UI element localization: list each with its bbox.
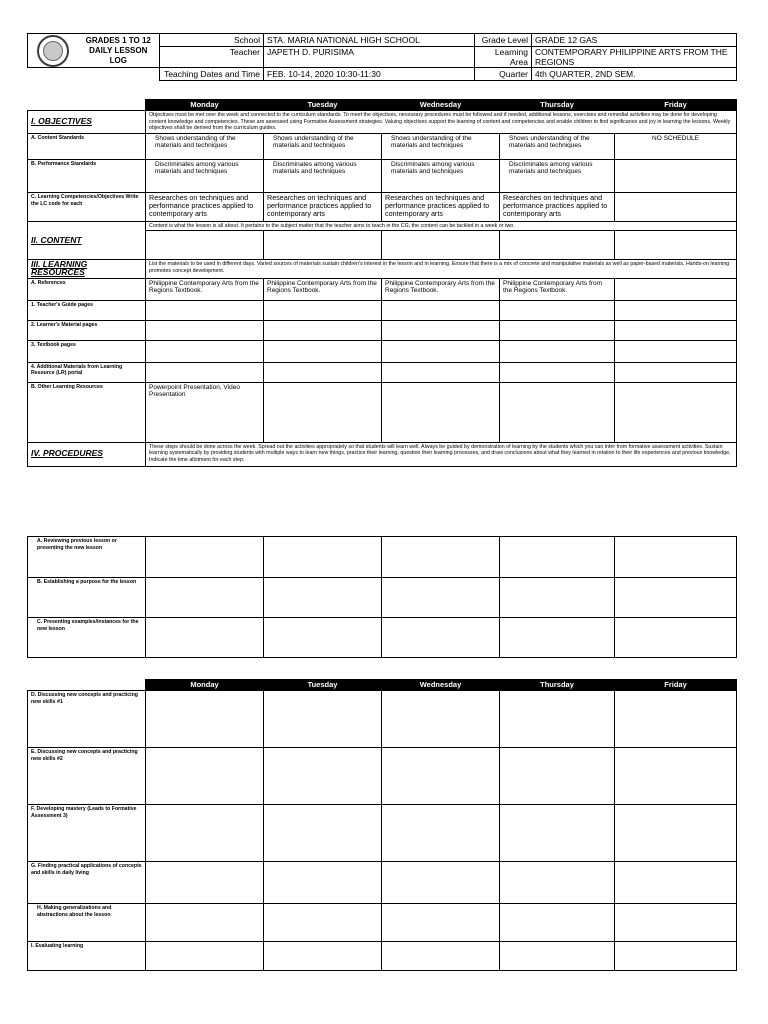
content-standards-wed: Shows understanding of the materials and techniques	[382, 133, 500, 159]
day-header: Thursday	[500, 100, 615, 111]
content-standards-mon: Shows understanding of the materials and techniques	[146, 133, 264, 159]
lr-portal-label: 4. Additional Materials from Learning Resource (LR) portal	[28, 362, 146, 382]
procedure-g-label: G. Finding practical applications of concepts and skills in daily living	[28, 862, 146, 904]
performance-standards-tue: Discriminates among various materials and techniques	[264, 159, 382, 192]
content-mon	[146, 231, 264, 260]
lesson-table-1	[27, 99, 737, 467]
competencies-wed: Researches on techniques and performance practices applied to contemporary arts	[382, 192, 500, 221]
content-thu	[500, 231, 615, 260]
lm-pages-label: 2. Learner's Material pages	[28, 320, 146, 340]
performance-standards-thu: Discriminates among various materials and techniques	[500, 159, 615, 192]
teacher-label: Teacher	[160, 47, 264, 68]
procedure-e-label: E. Discussing new concepts and practicing new skills #2	[28, 748, 146, 805]
performance-standards-mon: Discriminates among various materials and techniques	[146, 159, 264, 192]
friday-no-schedule: NO SCHEDULE	[615, 133, 737, 159]
doc-title-line1: GRADES 1 TO 12	[85, 35, 151, 45]
objectives-heading: I. OBJECTIVES	[28, 111, 146, 134]
dates-label: Teaching Dates and Time	[160, 68, 264, 81]
references-label: A. References	[28, 278, 146, 300]
procedures-note: These steps should be done across the week. Spread out the activities appropriately so that students will learn well. Always be guided by demonstration of learning by the students which you can infer from formative assessment activities. Sustain learning systematically by providing students with multiple ways to learn new things, practice their learning, question their learning processes, and draw conclusions about what they learned in relation to their life experiences and previous knowledge. Indicate the time allotment for each step.	[146, 442, 737, 466]
procedure-i-label: I. Evaluating learning	[28, 942, 146, 971]
content-heading: II. CONTENT	[28, 221, 146, 260]
procedure-c-label: C. Presenting examples/instances for the new lesson	[28, 618, 146, 658]
objectives-note: Objectives must be met over the week and connected to the curriculum standards. To meet the objectives, necessary procedures must be followed and if needed, additional lessons, exercises and remedial activities may be done for developing content knowledge and competencies. These are assessed using Formative Assessment strategies. Valuing objectives support the learning of content and competencies and enable children to find significance and joy in learning the lessons. Weekly objectives shall be derived from the curriculum guides.	[146, 111, 737, 134]
quarter-value: 4th QUARTER, 2ND SEM.	[532, 68, 737, 81]
corner-cell	[28, 680, 146, 691]
area-label: Learning Area	[475, 47, 532, 68]
doc-title	[78, 34, 160, 68]
school-label: School	[160, 34, 264, 47]
references-fri	[615, 278, 737, 300]
grade-label: Grade Level	[475, 34, 532, 47]
deped-seal-icon	[37, 35, 69, 67]
resources-note: List the materials to be used in different days. Varied sources of materials sustain children's interest in the lesson and in learning. Ensure that there is a mix of concrete and manipulative materials as well as paper-based materials. Hands-on learning promotes concept development.	[146, 260, 737, 278]
day-header: Monday	[146, 100, 264, 111]
grade-value: GRADE 12 GAS	[532, 34, 737, 47]
content-wed	[382, 231, 500, 260]
dates-value: FEB. 10-14, 2020 10:30-11:30	[264, 68, 475, 81]
references-mon: Philippine Contemporary Arts from the Regions Textbook.	[146, 278, 264, 300]
content-standards-label: A. Content Standards	[28, 133, 146, 159]
other-resources-label: B. Other Learning Resources	[28, 382, 146, 442]
content-standards-tue: Shows understanding of the materials and techniques	[264, 133, 382, 159]
day-header: Monday	[146, 680, 264, 691]
procedure-d-label: D. Discussing new concepts and practicing new skills #1	[28, 691, 146, 748]
other-resources-mon: Powerpoint Presentation, Video Presentation	[146, 382, 264, 442]
quarter-label: Quarter	[475, 68, 532, 81]
tg-pages-label: 1. Teacher's Guide pages	[28, 300, 146, 320]
day-header: Tuesday	[264, 100, 382, 111]
competencies-mon: Researches on techniques and performance practices applied to contemporary arts	[146, 192, 264, 221]
performance-standards-label: B. Performance Standards	[28, 159, 146, 192]
day-header: Friday	[615, 680, 737, 691]
performance-standards-fri	[615, 159, 737, 192]
deped-seal-cell	[28, 34, 78, 68]
header-spacer	[28, 68, 160, 81]
competencies-tue: Researches on techniques and performance practices applied to contemporary arts	[264, 192, 382, 221]
day-header: Wednesday	[382, 680, 500, 691]
procedure-h-label: H. Making generalizations and abstractions about the lesson	[28, 904, 146, 942]
day-header: Thursday	[500, 680, 615, 691]
day-header: Wednesday	[382, 100, 500, 111]
competencies-label: C. Learning Competencies/Objectives Write the LC code for each	[28, 192, 146, 221]
competencies-thu: Researches on techniques and performance practices applied to contemporary arts	[500, 192, 615, 221]
content-standards-thu: Shows understanding of the materials and techniques	[500, 133, 615, 159]
content-note: Content is what the lesson is all about. It pertains to the subject matter that the teacher aims to teach in the CG, the content can be tackled in a week or two.	[146, 221, 737, 231]
corner-cell	[28, 100, 146, 111]
procedure-a-label: A. Reviewing previous lesson or presenting the new lesson	[28, 537, 146, 578]
references-wed: Philippine Contemporary Arts from the Regions Textbook.	[382, 278, 500, 300]
area-value: CONTEMPORARY PHILIPPINE ARTS FROM THE REGIONS	[532, 47, 737, 68]
teacher-value: JAPETH D. PURISIMA	[264, 47, 475, 68]
performance-standards-wed: Discriminates among various materials and techniques	[382, 159, 500, 192]
day-header: Tuesday	[264, 680, 382, 691]
resources-heading: III. LEARNING RESOURCES	[28, 260, 146, 278]
procedure-f-label: F. Developing mastery (Leads to Formative Assessment 3)	[28, 805, 146, 862]
competencies-fri	[615, 192, 737, 221]
references-tue: Philippine Contemporary Arts from the Regions Textbook.	[264, 278, 382, 300]
content-tue	[264, 231, 382, 260]
procedure-b-label: B. Establishing a purpose for the lesson	[28, 578, 146, 618]
day-header: Friday	[615, 100, 737, 111]
lesson-table-2	[27, 536, 737, 658]
references-thu: Philippine Contemporary Arts from the Regions Textbook.	[500, 278, 615, 300]
textbook-pages-label: 3. Textbook pages	[28, 340, 146, 362]
procedures-heading: IV. PROCEDURES	[28, 442, 146, 466]
doc-title-line2: DAILY LESSON LOG	[89, 45, 148, 65]
school-value: STA. MARIA NATIONAL HIGH SCHOOL	[264, 34, 475, 47]
header-table	[27, 33, 737, 81]
content-fri	[615, 231, 737, 260]
lesson-table-3	[27, 679, 737, 971]
